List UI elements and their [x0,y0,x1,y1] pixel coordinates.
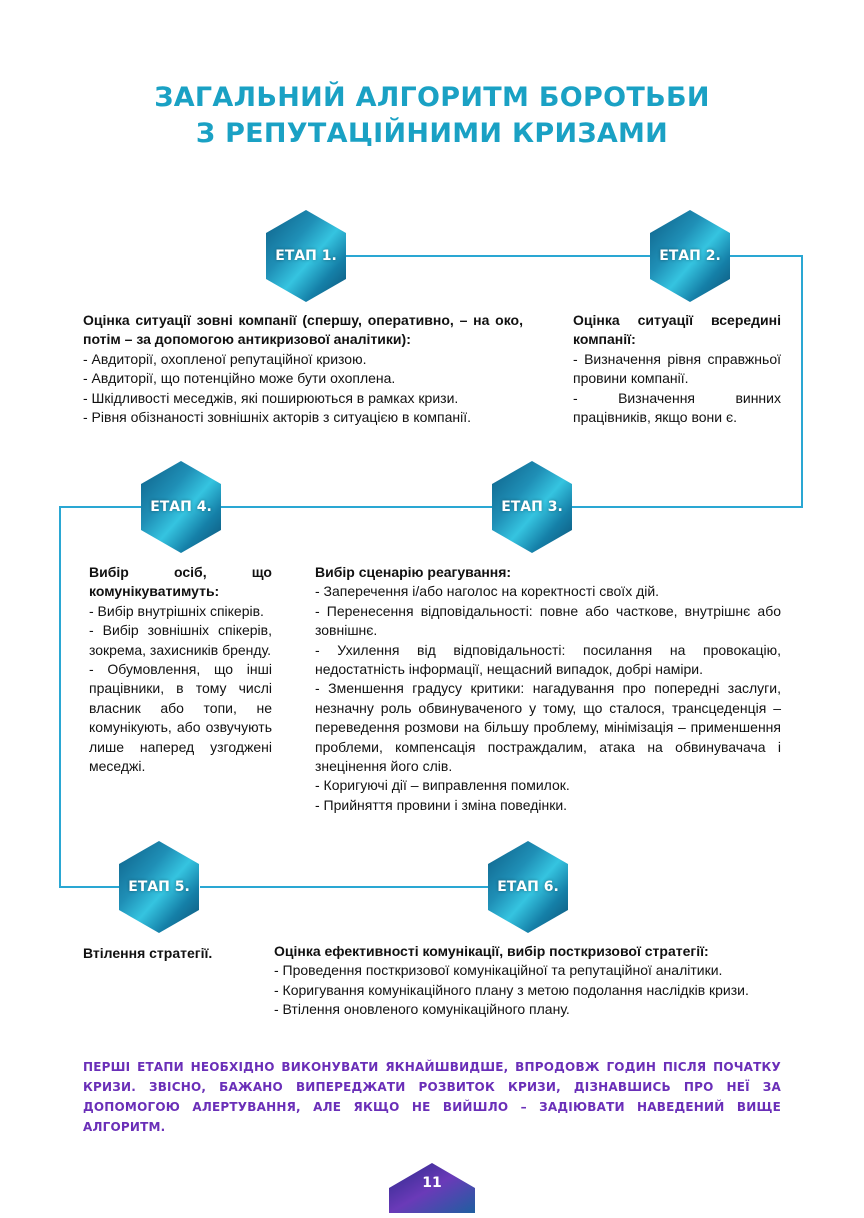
stage-4-heading: Вибір осіб, що комунікуватимуть: [89,564,272,600]
list-item: - Авдиторії, охопленої репутаційної кризою. [83,350,367,367]
stage-5-heading: Втілення стратегії. [83,945,213,961]
list-item: - Перенесення відповідальності: повне або часткове, внутрішнє або зовнішнє. [315,602,781,639]
list-item: - Визначення винних працівників, якщо вони є. [573,389,781,426]
stage-6-hexagon [488,841,568,933]
stage-3-description [315,563,781,815]
list-item: - Рівня обізнаності зовнішніх акторів з ситуацією в компанії. [83,409,472,426]
stage-6-description [274,942,781,1020]
stage-4-description [89,563,272,776]
list-item: - Обумовлення, що інші працівники, в тому числі власник або топи, не комунікують, або озвучують лише наперед узгоджені меседжі. [89,661,272,775]
page-number: 11 [422,1175,442,1191]
list-item: - Проведення посткризової комунікаційної та репутаційної аналітики. [274,962,723,979]
title-line-2: З РЕПУТАЦІЙНИМИ КРИЗАМИ [195,118,669,149]
bottom-note: ПЕРШІ ЕТАПИ НЕОБХІДНО ВИКОНУВАТИ ЯКНАЙШВИДШЕ, ВПРОДОВЖ ГОДИН ПІСЛЯ ПОЧАТКУ КРИЗИ. ЗВІСНО, БАЖАНО ВИПЕРЕДЖАТИ РОЗВИТОК КРИЗИ, ДІЗНАВШИСЬ ПРО НЕЇ ЗА ДОПОМОГОЮ АЛЕРТУВАННЯ, АЛЕ ЯКЩО НЕ ВИЙШЛО – ЗАДІЮВАТИ НАВЕДЕНИЙ ВИЩЕ АЛГОРИТМ. [83,1060,781,1134]
list-item: - Коригуючі дії – виправлення помилок. [315,777,570,794]
stage-1-hexagon [266,210,346,302]
stage-3-label: ЕТАП 3. [501,499,563,515]
list-item: - Прийняття провини і зміна поведінки. [315,796,568,813]
title-line-1: ЗАГАЛЬНИЙ АЛГОРИТМ БОРОТЬБИ [154,82,710,113]
stage-4-hexagon [141,461,221,553]
list-item: - Шкідливості меседжів, які поширюються в рамках кризи. [83,389,459,406]
stage-3-heading: Вибір сценарію реагування: [315,564,512,580]
stage-2-description [573,311,781,427]
list-item: - Вибір внутрішніх спікерів. [89,602,264,619]
stage-5-hexagon [119,841,199,933]
stage-1-label: ЕТАП 1. [275,248,337,264]
stage-5-label: ЕТАП 5. [128,879,190,895]
stage-1-description [83,311,523,427]
list-item: - Зменшення градусу критики: нагадування про попередні заслуги, незначну роль обвинуваченого у тому, що сталося, трансцеденція – переведення розмови на більшу проблему, мінімізація – применшення проблеми, компенсація постраждалим, атака на обвинувачача і знецінення його слів. [315,680,781,775]
list-item: - Авдиторії, що потенційно може бути охоплена. [83,370,396,387]
page-number-badge [389,1163,475,1213]
stage-2-label: ЕТАП 2. [659,248,721,264]
list-item: - Втілення оновленого комунікаційного плану. [274,1001,570,1018]
stage-6-label: ЕТАП 6. [497,879,559,895]
list-item: - Ухилення від відповідальності: посилання на провокацію, недостатність інформації, нещасний випадок, добрі наміри. [315,641,781,678]
stage-4-label: ЕТАП 4. [150,499,212,515]
stage-5-description [83,944,243,963]
stage-2-heading: Оцінка ситуації всередині компанії: [573,312,781,348]
stage-3-hexagon [492,461,572,553]
list-item: - Вибір зовнішніх спікерів, зокрема, захисників бренду. [89,622,272,658]
stage-6-heading: Оцінка ефективності комунікації, вибір посткризової стратегії: [274,943,709,959]
stage-1-heading: Оцінка ситуації зовні компанії (спершу, оперативно, – на око, потім – за допомогою антикризової аналітики): [83,312,523,348]
stage-2-hexagon [650,210,730,302]
list-item: - Визначення рівня справжньої провини компанії. [573,350,781,387]
list-item: - Коригування комунікаційного плану з метою подолання наслідків кризи. [274,981,749,998]
list-item: - Заперечення і/або наголос на коректності своїх дій. [315,583,660,600]
